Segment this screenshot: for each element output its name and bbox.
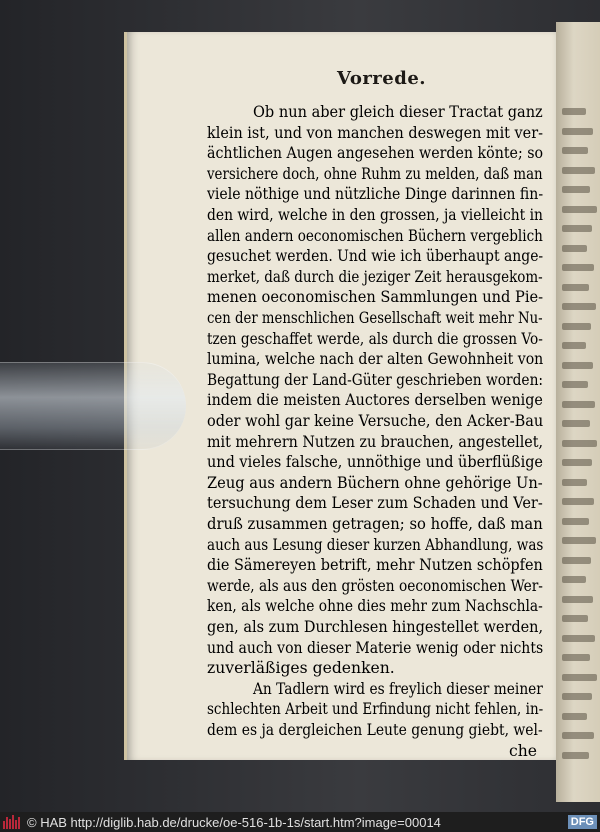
text-line: klein ist, und von manchen deswegen mit ver- bbox=[207, 123, 543, 142]
footer-url[interactable]: © HAB http://diglib.hab.de/drucke/oe-516-1b-1s/start.htm?image=00014 bbox=[27, 814, 441, 830]
text-line: schlechten Arbeit und Erfindung nicht fehlen, in- bbox=[207, 700, 544, 719]
text-line: ken, als welche ohne dies mehr zum Nachschla- bbox=[207, 597, 543, 616]
text-line: che bbox=[509, 741, 538, 760]
adjacent-text-mark bbox=[562, 284, 589, 291]
text-line: Zeug aus andern Büchern ohne gehörige Un- bbox=[207, 473, 543, 492]
text-line: gen, als zum Durchlesen hingestellet werden, bbox=[207, 618, 544, 636]
dfg-logo-badge: DFG bbox=[568, 815, 597, 829]
adjacent-text-mark bbox=[562, 206, 597, 213]
page-holder-clip bbox=[0, 362, 186, 450]
viewer-footer bbox=[0, 812, 600, 832]
adjacent-text-mark bbox=[562, 459, 592, 466]
text-line: dem es ja dergleichen Leute genung giebt, wel- bbox=[207, 721, 543, 739]
text-line: druß zusammen getragen; so hoffe, daß man bbox=[207, 515, 543, 533]
adjacent-text-mark bbox=[562, 420, 590, 427]
adjacent-text-mark bbox=[562, 186, 590, 193]
adjacent-text-mark bbox=[562, 498, 594, 505]
text-line: viele nöthige und nützliche Dinge darinnen fin- bbox=[207, 185, 544, 204]
page-header: Vorrede. bbox=[337, 68, 427, 89]
adjacent-text-mark bbox=[562, 303, 596, 310]
text-line: merket, daß durch die jeziger Zeit herausgekom- bbox=[207, 267, 543, 286]
text-line: versichere doch, ohne Ruhm zu melden, daß man bbox=[207, 164, 543, 183]
text-line: allen andern oeconomischen Büchern vergeblich bbox=[207, 226, 543, 245]
adjacent-page-edge bbox=[556, 22, 600, 802]
adjacent-text-mark bbox=[562, 362, 593, 369]
adjacent-text-mark bbox=[562, 128, 593, 135]
adjacent-text-mark bbox=[562, 713, 587, 720]
text-line: An Tadlern wird es freylich dieser meiner bbox=[253, 679, 543, 698]
text-line: Begattung der Land-Güter geschrieben worden: bbox=[207, 370, 544, 389]
adjacent-text-mark bbox=[562, 596, 593, 603]
adjacent-text-mark bbox=[562, 752, 589, 759]
text-line: mit mehrern Nutzen zu brauchen, angestellet, bbox=[207, 432, 544, 451]
adjacent-text-mark bbox=[562, 108, 586, 115]
text-line: und auch von dieser Materie wenig oder nichts bbox=[207, 638, 544, 657]
adjacent-text-mark bbox=[562, 479, 587, 486]
text-line: den wird, welche in den grossen, ja vielleicht in bbox=[207, 206, 543, 224]
adjacent-text-mark bbox=[562, 654, 590, 661]
adjacent-text-mark bbox=[562, 225, 592, 232]
book-page bbox=[124, 32, 559, 760]
text-line: tzen geschaffet werde, als durch die grossen Vo- bbox=[207, 329, 543, 348]
text-line: oder wohl gar keine Versuche, den Acker-Bau bbox=[207, 412, 544, 430]
adjacent-text-mark bbox=[562, 518, 589, 525]
adjacent-text-mark bbox=[562, 147, 588, 154]
adjacent-text-mark bbox=[562, 693, 592, 700]
text-line: cen der menschlichen Gesellschaft weit mehr Nu- bbox=[207, 309, 543, 327]
adjacent-text-mark bbox=[562, 167, 595, 174]
text-line: lumina, welche nach der alten Gewohnheit von bbox=[207, 350, 544, 369]
text-line: gesuchet werden. Und wie ich überhaupt ange- bbox=[207, 247, 544, 266]
adjacent-text-mark bbox=[562, 440, 597, 447]
text-line: zuverläßiges gedenken. bbox=[207, 659, 395, 678]
adjacent-text-mark bbox=[562, 537, 596, 544]
adjacent-text-mark bbox=[562, 732, 594, 739]
text-line: werde, als aus den grösten oeconomischen Wer- bbox=[207, 576, 543, 595]
text-line: auch aus Lesung dieser kurzen Abhandlung, was bbox=[207, 535, 544, 554]
text-line: tersuchung dem Leser zum Schaden und Ver- bbox=[207, 494, 543, 513]
adjacent-text-mark bbox=[562, 674, 597, 681]
adjacent-text-mark bbox=[562, 401, 595, 408]
hab-logo-icon bbox=[3, 815, 23, 829]
text-line: und vieles falsche, unnöthige und überflüßige bbox=[207, 453, 543, 472]
adjacent-text-mark bbox=[562, 323, 591, 330]
adjacent-text-mark bbox=[562, 615, 588, 622]
text-line: indem die meisten Auctores derselben wenige bbox=[207, 391, 543, 410]
text-line: ächtlichen Augen angesehen werden könte; so bbox=[207, 144, 544, 163]
text-line: Ob nun aber gleich dieser Tractat ganz bbox=[253, 103, 543, 121]
adjacent-text-mark bbox=[562, 342, 586, 349]
adjacent-text-mark bbox=[562, 557, 591, 564]
text-line: menen oeconomischen Sammlungen und Pie- bbox=[207, 288, 544, 307]
adjacent-text-mark bbox=[562, 264, 594, 271]
text-line: die Sämereyen betrift, mehr Nutzen schöpfen bbox=[207, 556, 543, 575]
adjacent-text-mark bbox=[562, 635, 595, 642]
adjacent-text-mark bbox=[562, 576, 586, 583]
adjacent-text-mark bbox=[562, 245, 587, 252]
adjacent-text-mark bbox=[562, 381, 588, 388]
